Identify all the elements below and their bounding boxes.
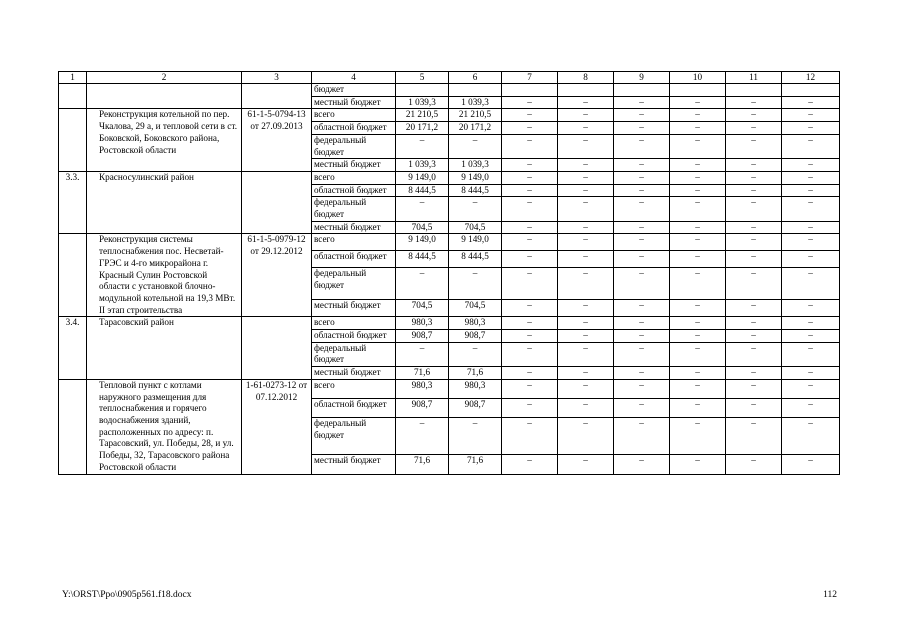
empty-year-cell: –: [670, 268, 726, 300]
object-name: Тепловой пункт с котлами наружного размещения для теплоснабжения и горячего водоснабжения зданий, расположенных по адресу: п. Тарасовский, ул. Победы, 28, и ул. Победы, 32, Тарасовского района Ростовской области: [87, 379, 242, 474]
object-name: Тарасовский район: [87, 317, 242, 380]
empty-year-cell: [502, 84, 558, 97]
amount-cell: 21 210,5: [396, 109, 449, 122]
amount-cell: 908,7: [396, 330, 449, 343]
column-header: 4: [312, 72, 396, 84]
empty-year-cell: –: [782, 197, 840, 221]
funding-source: федеральный бюджет: [312, 268, 396, 300]
funding-source: областной бюджет: [312, 251, 396, 268]
empty-year-cell: –: [502, 234, 558, 251]
amount-cell: 8 444,5: [449, 251, 502, 268]
amount-cell: –: [396, 342, 449, 366]
empty-year-cell: –: [502, 300, 558, 317]
amount-cell: 980,3: [449, 379, 502, 398]
amount-cell: –: [449, 342, 502, 366]
table-row: [59, 171, 840, 184]
empty-year-cell: –: [502, 109, 558, 122]
empty-year-cell: –: [782, 367, 840, 380]
amount-cell: –: [449, 418, 502, 455]
empty-year-cell: –: [670, 134, 726, 158]
empty-year-cell: –: [558, 455, 614, 474]
amount-cell: –: [449, 134, 502, 158]
empty-year-cell: –: [670, 251, 726, 268]
empty-year-cell: –: [558, 330, 614, 343]
amount-cell: 1 039,3: [449, 96, 502, 109]
funding-source: всего: [312, 171, 396, 184]
table-row: [59, 317, 840, 330]
empty-year-cell: –: [782, 159, 840, 172]
empty-year-cell: –: [726, 418, 782, 455]
amount-cell: 9 149,0: [449, 171, 502, 184]
amount-cell: 71,6: [449, 367, 502, 380]
empty-year-cell: –: [782, 251, 840, 268]
empty-year-cell: –: [558, 96, 614, 109]
empty-year-cell: –: [614, 109, 670, 122]
empty-year-cell: –: [614, 455, 670, 474]
amount-cell: 704,5: [396, 221, 449, 234]
amount-cell: 71,6: [396, 455, 449, 474]
column-header: 5: [396, 72, 449, 84]
empty-year-cell: –: [502, 197, 558, 221]
table-row: [59, 84, 840, 97]
empty-year-cell: –: [726, 455, 782, 474]
empty-year-cell: –: [614, 342, 670, 366]
funding-source: бюджет: [312, 84, 396, 97]
funding-source: областной бюджет: [312, 330, 396, 343]
amount-cell: 20 171,2: [449, 122, 502, 135]
funding-source: всего: [312, 379, 396, 398]
empty-year-cell: –: [782, 221, 840, 234]
empty-year-cell: –: [726, 171, 782, 184]
empty-year-cell: –: [726, 109, 782, 122]
empty-year-cell: –: [726, 184, 782, 197]
amount-cell: 704,5: [396, 300, 449, 317]
column-header: 2: [87, 72, 242, 84]
empty-year-cell: –: [558, 367, 614, 380]
empty-year-cell: –: [558, 197, 614, 221]
amount-cell: 71,6: [396, 367, 449, 380]
empty-year-cell: –: [558, 234, 614, 251]
empty-year-cell: –: [558, 379, 614, 398]
section-number: 3.4.: [59, 317, 87, 380]
empty-year-cell: –: [558, 342, 614, 366]
empty-year-cell: –: [502, 418, 558, 455]
empty-year-cell: –: [558, 109, 614, 122]
empty-year-cell: –: [502, 455, 558, 474]
column-header: 9: [614, 72, 670, 84]
empty-year-cell: –: [502, 379, 558, 398]
funding-source: федеральный бюджет: [312, 418, 396, 455]
section-number: 3.3.: [59, 171, 87, 234]
empty-year-cell: –: [782, 109, 840, 122]
funding-source: местный бюджет: [312, 221, 396, 234]
page-number: 112: [823, 590, 837, 600]
funding-source: местный бюджет: [312, 159, 396, 172]
amount-cell: 704,5: [449, 221, 502, 234]
amount-cell: –: [449, 268, 502, 300]
empty-year-cell: –: [502, 159, 558, 172]
empty-year-cell: –: [670, 300, 726, 317]
object-name: [87, 84, 242, 109]
empty-year-cell: –: [614, 251, 670, 268]
empty-year-cell: –: [782, 330, 840, 343]
amount-cell: 980,3: [449, 317, 502, 330]
empty-year-cell: –: [782, 317, 840, 330]
amount-cell: 1 039,3: [449, 159, 502, 172]
empty-year-cell: –: [670, 159, 726, 172]
empty-year-cell: –: [502, 171, 558, 184]
empty-year-cell: –: [782, 184, 840, 197]
empty-year-cell: –: [502, 330, 558, 343]
empty-year-cell: –: [558, 134, 614, 158]
empty-year-cell: –: [726, 330, 782, 343]
expertise-code: 61-1-5-0979-12 от 29.12.2012: [242, 234, 312, 317]
object-name: Реконструкция котельной по пер. Чкалова, 29 а, и тепловой сети в ст. Боковской, Боковского района, Ростовской области: [87, 109, 242, 172]
table-body: [59, 84, 840, 475]
empty-year-cell: –: [614, 134, 670, 158]
funding-source: федеральный бюджет: [312, 342, 396, 366]
amount-cell: –: [396, 418, 449, 455]
amount-cell: 980,3: [396, 317, 449, 330]
empty-year-cell: –: [502, 367, 558, 380]
funding-source: всего: [312, 317, 396, 330]
empty-year-cell: –: [558, 184, 614, 197]
empty-year-cell: –: [614, 234, 670, 251]
empty-year-cell: –: [670, 184, 726, 197]
amount-cell: 71,6: [449, 455, 502, 474]
empty-year-cell: –: [782, 379, 840, 398]
empty-year-cell: –: [502, 342, 558, 366]
amount-cell: –: [396, 134, 449, 158]
empty-year-cell: –: [670, 109, 726, 122]
empty-year-cell: –: [726, 367, 782, 380]
column-header: 1: [59, 72, 87, 84]
funding-source: областной бюджет: [312, 122, 396, 135]
empty-year-cell: –: [670, 171, 726, 184]
column-header: 11: [726, 72, 782, 84]
empty-year-cell: –: [726, 379, 782, 398]
empty-year-cell: –: [614, 171, 670, 184]
column-header: 3: [242, 72, 312, 84]
funding-source: федеральный бюджет: [312, 134, 396, 158]
funding-source: областной бюджет: [312, 399, 396, 418]
empty-year-cell: –: [726, 159, 782, 172]
funding-source: федеральный бюджет: [312, 197, 396, 221]
empty-year-cell: –: [782, 455, 840, 474]
empty-year-cell: –: [502, 96, 558, 109]
empty-year-cell: –: [558, 268, 614, 300]
table-row: [59, 379, 840, 398]
object-name: Красносулинский район: [87, 171, 242, 234]
empty-year-cell: –: [670, 330, 726, 343]
amount-cell: 8 444,5: [396, 251, 449, 268]
empty-year-cell: –: [726, 122, 782, 135]
empty-year-cell: –: [558, 317, 614, 330]
empty-year-cell: –: [782, 418, 840, 455]
empty-year-cell: –: [670, 399, 726, 418]
empty-year-cell: –: [614, 399, 670, 418]
table-row: [59, 234, 840, 251]
empty-year-cell: –: [614, 300, 670, 317]
funding-source: местный бюджет: [312, 96, 396, 109]
empty-year-cell: –: [782, 300, 840, 317]
section-number: [59, 84, 87, 109]
empty-year-cell: –: [726, 197, 782, 221]
empty-year-cell: –: [502, 399, 558, 418]
object-name: Реконструкция системы теплоснабжения пос. Несветай-ГРЭС и 4-го микрорайона г. Красный Сулин Ростовской области с установкой блочно-модульной котельной на 19,3 МВт. II этап строительства: [87, 234, 242, 317]
amount-cell: 908,7: [449, 399, 502, 418]
empty-year-cell: –: [502, 122, 558, 135]
empty-year-cell: –: [726, 221, 782, 234]
empty-year-cell: –: [558, 418, 614, 455]
empty-year-cell: [726, 84, 782, 97]
amount-cell: 20 171,2: [396, 122, 449, 135]
empty-year-cell: –: [670, 234, 726, 251]
file-path: Y:\ORST\Ppo\0905p561.f18.docx: [62, 590, 192, 600]
funding-source: местный бюджет: [312, 300, 396, 317]
column-header: 12: [782, 72, 840, 84]
amount-cell: 8 444,5: [396, 184, 449, 197]
empty-year-cell: –: [670, 317, 726, 330]
empty-year-cell: –: [614, 367, 670, 380]
empty-year-cell: –: [614, 159, 670, 172]
column-header: 6: [449, 72, 502, 84]
empty-year-cell: –: [670, 221, 726, 234]
amount-cell: –: [449, 197, 502, 221]
column-header: 8: [558, 72, 614, 84]
empty-year-cell: –: [502, 221, 558, 234]
empty-year-cell: –: [782, 134, 840, 158]
empty-year-cell: –: [558, 300, 614, 317]
empty-year-cell: –: [502, 134, 558, 158]
amount-cell: 21 210,5: [449, 109, 502, 122]
empty-year-cell: –: [782, 122, 840, 135]
empty-year-cell: –: [670, 96, 726, 109]
empty-year-cell: –: [614, 184, 670, 197]
table-header-row: [59, 72, 840, 84]
empty-year-cell: –: [614, 268, 670, 300]
empty-year-cell: –: [670, 455, 726, 474]
funding-source: всего: [312, 109, 396, 122]
section-number: [59, 234, 87, 317]
amount-cell: 908,7: [396, 399, 449, 418]
empty-year-cell: –: [726, 96, 782, 109]
amount-cell: –: [396, 197, 449, 221]
empty-year-cell: [782, 84, 840, 97]
empty-year-cell: –: [502, 317, 558, 330]
column-header: 10: [670, 72, 726, 84]
amount-cell: –: [396, 268, 449, 300]
amount-cell: 704,5: [449, 300, 502, 317]
empty-year-cell: –: [782, 268, 840, 300]
empty-year-cell: –: [670, 342, 726, 366]
empty-year-cell: –: [670, 418, 726, 455]
amount-cell: [449, 84, 502, 97]
empty-year-cell: –: [502, 268, 558, 300]
empty-year-cell: –: [782, 171, 840, 184]
funding-source: местный бюджет: [312, 367, 396, 380]
empty-year-cell: –: [558, 251, 614, 268]
empty-year-cell: –: [670, 367, 726, 380]
empty-year-cell: –: [558, 399, 614, 418]
empty-year-cell: –: [726, 234, 782, 251]
empty-year-cell: –: [670, 379, 726, 398]
empty-year-cell: –: [614, 197, 670, 221]
amount-cell: 9 149,0: [449, 234, 502, 251]
table-row: [59, 109, 840, 122]
section-number: [59, 109, 87, 172]
expertise-code: [242, 171, 312, 234]
empty-year-cell: –: [782, 96, 840, 109]
empty-year-cell: –: [782, 342, 840, 366]
empty-year-cell: –: [670, 122, 726, 135]
amount-cell: [396, 84, 449, 97]
amount-cell: 1 039,3: [396, 96, 449, 109]
empty-year-cell: –: [558, 221, 614, 234]
empty-year-cell: [558, 84, 614, 97]
empty-year-cell: –: [614, 379, 670, 398]
amount-cell: 980,3: [396, 379, 449, 398]
amount-cell: 1 039,3: [396, 159, 449, 172]
amount-cell: 9 149,0: [396, 234, 449, 251]
empty-year-cell: –: [726, 134, 782, 158]
empty-year-cell: –: [614, 418, 670, 455]
empty-year-cell: –: [614, 96, 670, 109]
empty-year-cell: –: [726, 268, 782, 300]
expertise-code: [242, 317, 312, 380]
empty-year-cell: –: [502, 251, 558, 268]
empty-year-cell: –: [558, 159, 614, 172]
empty-year-cell: –: [614, 330, 670, 343]
empty-year-cell: –: [726, 399, 782, 418]
empty-year-cell: –: [782, 399, 840, 418]
empty-year-cell: –: [558, 171, 614, 184]
funding-source: всего: [312, 234, 396, 251]
empty-year-cell: –: [726, 251, 782, 268]
empty-year-cell: –: [614, 221, 670, 234]
empty-year-cell: –: [614, 317, 670, 330]
empty-year-cell: –: [614, 122, 670, 135]
section-number: [59, 379, 87, 474]
empty-year-cell: –: [726, 317, 782, 330]
expertise-code: 61-1-5-0794-13 от 27.09.2013: [242, 109, 312, 172]
expertise-code: 1-61-0273-12 от 07.12.2012: [242, 379, 312, 474]
funding-source: местный бюджет: [312, 455, 396, 474]
empty-year-cell: [670, 84, 726, 97]
empty-year-cell: –: [558, 122, 614, 135]
amount-cell: 9 149,0: [396, 171, 449, 184]
expertise-code: [242, 84, 312, 109]
column-header: 7: [502, 72, 558, 84]
empty-year-cell: –: [782, 234, 840, 251]
amount-cell: 8 444,5: [449, 184, 502, 197]
empty-year-cell: –: [502, 184, 558, 197]
budget-table: [58, 71, 840, 475]
funding-source: областной бюджет: [312, 184, 396, 197]
empty-year-cell: –: [670, 197, 726, 221]
empty-year-cell: –: [726, 342, 782, 366]
empty-year-cell: –: [726, 300, 782, 317]
empty-year-cell: [614, 84, 670, 97]
amount-cell: 908,7: [449, 330, 502, 343]
